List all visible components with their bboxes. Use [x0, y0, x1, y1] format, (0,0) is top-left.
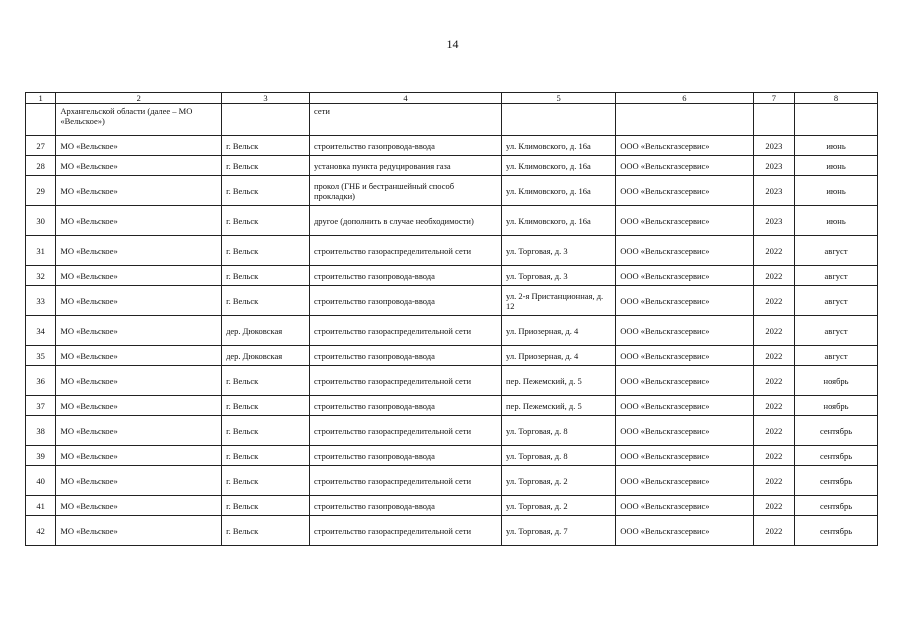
month-cell: июнь	[795, 136, 878, 156]
municipality-cell: МО «Вельское»	[56, 176, 222, 206]
month-cell: сентябрь	[795, 416, 878, 446]
column-header: 3	[222, 93, 310, 104]
company-cell: ООО «Вельскгазсервис»	[616, 156, 753, 176]
municipality-cell: МО «Вельское»	[56, 346, 222, 366]
company-cell: ООО «Вельскгазсервис»	[616, 236, 753, 266]
work-type-cell: строительство газораспределительной сети	[309, 516, 501, 546]
column-header: 6	[616, 93, 753, 104]
settlement-cell	[222, 104, 310, 136]
settlement-cell: дер. Дюковская	[222, 316, 310, 346]
company-cell: ООО «Вельскгазсервис»	[616, 416, 753, 446]
work-type-cell: сети	[309, 104, 501, 136]
settlement-cell: г. Вельск	[222, 496, 310, 516]
row-number-cell: 40	[26, 466, 56, 496]
table-row	[26, 286, 878, 316]
address-cell: ул. Торговая, д. 3	[502, 236, 616, 266]
work-type-cell: строительство газораспределительной сети	[309, 416, 501, 446]
table-row	[26, 136, 878, 156]
year-cell: 2022	[753, 396, 794, 416]
year-cell: 2022	[753, 316, 794, 346]
settlement-cell: г. Вельск	[222, 206, 310, 236]
company-cell: ООО «Вельскгазсервис»	[616, 266, 753, 286]
table-row-continuation	[26, 104, 878, 136]
month-cell	[795, 104, 878, 136]
settlement-cell: г. Вельск	[222, 176, 310, 206]
municipality-cell: МО «Вельское»	[56, 156, 222, 176]
municipality-cell: МО «Вельское»	[56, 206, 222, 236]
month-cell: июнь	[795, 176, 878, 206]
municipality-cell: МО «Вельское»	[56, 266, 222, 286]
table-row	[26, 516, 878, 546]
table-row	[26, 396, 878, 416]
company-cell: ООО «Вельскгазсервис»	[616, 516, 753, 546]
row-number-cell: 39	[26, 446, 56, 466]
municipality-cell: МО «Вельское»	[56, 466, 222, 496]
year-cell: 2022	[753, 466, 794, 496]
address-cell: ул. Климовского, д. 16а	[502, 136, 616, 156]
settlement-cell: г. Вельск	[222, 516, 310, 546]
work-type-cell: строительство газопровода-ввода	[309, 286, 501, 316]
address-cell: ул. Торговая, д. 3	[502, 266, 616, 286]
settlement-cell: г. Вельск	[222, 416, 310, 446]
work-type-cell: строительство газораспределительной сети	[309, 236, 501, 266]
settlement-cell: дер. Дюковская	[222, 346, 310, 366]
month-cell: июнь	[795, 156, 878, 176]
work-type-cell: строительство газопровода-ввода	[309, 346, 501, 366]
page-number: 14	[446, 37, 459, 51]
month-cell: август	[795, 346, 878, 366]
column-header: 4	[309, 93, 501, 104]
row-number-cell: 42	[26, 516, 56, 546]
column-header: 2	[56, 93, 222, 104]
row-number-cell: 35	[26, 346, 56, 366]
municipality-cell: МО «Вельское»	[56, 516, 222, 546]
year-cell: 2023	[753, 156, 794, 176]
settlement-cell: г. Вельск	[222, 466, 310, 496]
address-cell: ул. Торговая, д. 8	[502, 446, 616, 466]
year-cell: 2023	[753, 176, 794, 206]
work-type-cell: строительство газопровода-ввода	[309, 136, 501, 156]
month-cell: сентябрь	[795, 496, 878, 516]
year-cell: 2022	[753, 286, 794, 316]
address-cell: ул. Приозерная, д. 4	[502, 346, 616, 366]
work-type-cell: строительство газопровода-ввода	[309, 496, 501, 516]
month-cell: август	[795, 286, 878, 316]
month-cell: июнь	[795, 206, 878, 236]
row-number-cell: 36	[26, 366, 56, 396]
table-header-row	[26, 93, 878, 104]
month-cell: сентябрь	[795, 466, 878, 496]
year-cell: 2022	[753, 516, 794, 546]
municipality-cell: МО «Вельское»	[56, 496, 222, 516]
row-number-cell: 34	[26, 316, 56, 346]
work-type-cell: установка пункта редуцирования газа	[309, 156, 501, 176]
municipality-cell: МО «Вельское»	[56, 136, 222, 156]
address-cell: пер. Пежемский, д. 5	[502, 396, 616, 416]
row-number-cell: 28	[26, 156, 56, 176]
year-cell: 2023	[753, 136, 794, 156]
company-cell: ООО «Вельскгазсервис»	[616, 176, 753, 206]
settlement-cell: г. Вельск	[222, 266, 310, 286]
column-header: 5	[502, 93, 616, 104]
column-header: 8	[795, 93, 878, 104]
company-cell: ООО «Вельскгазсервис»	[616, 316, 753, 346]
settlement-cell: г. Вельск	[222, 366, 310, 396]
year-cell: 2022	[753, 346, 794, 366]
row-number-cell: 41	[26, 496, 56, 516]
address-cell: ул. Торговая, д. 2	[502, 496, 616, 516]
address-cell	[502, 104, 616, 136]
row-number-cell: 33	[26, 286, 56, 316]
work-type-cell: строительство газопровода-ввода	[309, 396, 501, 416]
table-row	[26, 466, 878, 496]
table-row	[26, 446, 878, 466]
address-cell: ул. Приозерная, д. 4	[502, 316, 616, 346]
month-cell: август	[795, 266, 878, 286]
address-cell: ул. Торговая, д. 2	[502, 466, 616, 496]
year-cell: 2022	[753, 266, 794, 286]
settlement-cell: г. Вельск	[222, 136, 310, 156]
address-cell: ул. Климовского, д. 16а	[502, 206, 616, 236]
year-cell: 2022	[753, 416, 794, 446]
year-cell: 2022	[753, 366, 794, 396]
company-cell: ООО «Вельскгазсервис»	[616, 466, 753, 496]
month-cell: август	[795, 316, 878, 346]
address-cell: ул. 2-я Пристанционная, д. 12	[502, 286, 616, 316]
work-type-cell: строительство газопровода-ввода	[309, 446, 501, 466]
month-cell: ноябрь	[795, 366, 878, 396]
row-number-cell: 37	[26, 396, 56, 416]
month-cell: ноябрь	[795, 396, 878, 416]
schedule-table	[25, 92, 878, 546]
company-cell: ООО «Вельскгазсервис»	[616, 136, 753, 156]
row-number-cell: 29	[26, 176, 56, 206]
year-cell: 2022	[753, 496, 794, 516]
table-row	[26, 366, 878, 396]
work-type-cell: прокол (ГНБ и бестраншейный способ прокладки)	[309, 176, 501, 206]
table-row	[26, 266, 878, 286]
work-type-cell: другое (дополнить в случае необходимости)	[309, 206, 501, 236]
work-type-cell: строительство газораспределительной сети	[309, 316, 501, 346]
municipality-cell: МО «Вельское»	[56, 446, 222, 466]
municipality-cell: МО «Вельское»	[56, 286, 222, 316]
month-cell: сентябрь	[795, 446, 878, 466]
table-row	[26, 206, 878, 236]
work-type-cell: строительство газораспределительной сети	[309, 366, 501, 396]
municipality-cell: МО «Вельское»	[56, 396, 222, 416]
table-row	[26, 496, 878, 516]
company-cell: ООО «Вельскгазсервис»	[616, 286, 753, 316]
table-row	[26, 176, 878, 206]
settlement-cell: г. Вельск	[222, 236, 310, 266]
company-cell: ООО «Вельскгазсервис»	[616, 396, 753, 416]
table-row	[26, 156, 878, 176]
municipality-cell: МО «Вельское»	[56, 366, 222, 396]
table-row	[26, 346, 878, 366]
address-cell: ул. Торговая, д. 7	[502, 516, 616, 546]
row-number-cell: 38	[26, 416, 56, 446]
column-header: 7	[753, 93, 794, 104]
company-cell	[616, 104, 753, 136]
year-cell	[753, 104, 794, 136]
settlement-cell: г. Вельск	[222, 156, 310, 176]
year-cell: 2022	[753, 446, 794, 466]
month-cell: сентябрь	[795, 516, 878, 546]
row-number-cell: 32	[26, 266, 56, 286]
address-cell: ул. Климовского, д. 16а	[502, 156, 616, 176]
row-number-cell: 30	[26, 206, 56, 236]
company-cell: ООО «Вельскгазсервис»	[616, 496, 753, 516]
column-header: 1	[26, 93, 56, 104]
company-cell: ООО «Вельскгазсервис»	[616, 366, 753, 396]
row-number-cell	[26, 104, 56, 136]
year-cell: 2022	[753, 236, 794, 266]
month-cell: август	[795, 236, 878, 266]
address-cell: ул. Климовского, д. 16а	[502, 176, 616, 206]
table-row	[26, 416, 878, 446]
municipality-cell: МО «Вельское»	[56, 236, 222, 266]
company-cell: ООО «Вельскгазсервис»	[616, 206, 753, 236]
address-cell: пер. Пежемский, д. 5	[502, 366, 616, 396]
settlement-cell: г. Вельск	[222, 446, 310, 466]
work-type-cell: строительство газопровода-ввода	[309, 266, 501, 286]
address-cell: ул. Торговая, д. 8	[502, 416, 616, 446]
municipality-cell: МО «Вельское»	[56, 316, 222, 346]
municipality-cell: Архангельской области (далее – МО «Вельское»)	[56, 104, 222, 136]
company-cell: ООО «Вельскгазсервис»	[616, 346, 753, 366]
table-row	[26, 236, 878, 266]
year-cell: 2023	[753, 206, 794, 236]
settlement-cell: г. Вельск	[222, 286, 310, 316]
work-type-cell: строительство газораспределительной сети	[309, 466, 501, 496]
municipality-cell: МО «Вельское»	[56, 416, 222, 446]
settlement-cell: г. Вельск	[222, 396, 310, 416]
row-number-cell: 27	[26, 136, 56, 156]
row-number-cell: 31	[26, 236, 56, 266]
company-cell: ООО «Вельскгазсервис»	[616, 446, 753, 466]
table-row	[26, 316, 878, 346]
